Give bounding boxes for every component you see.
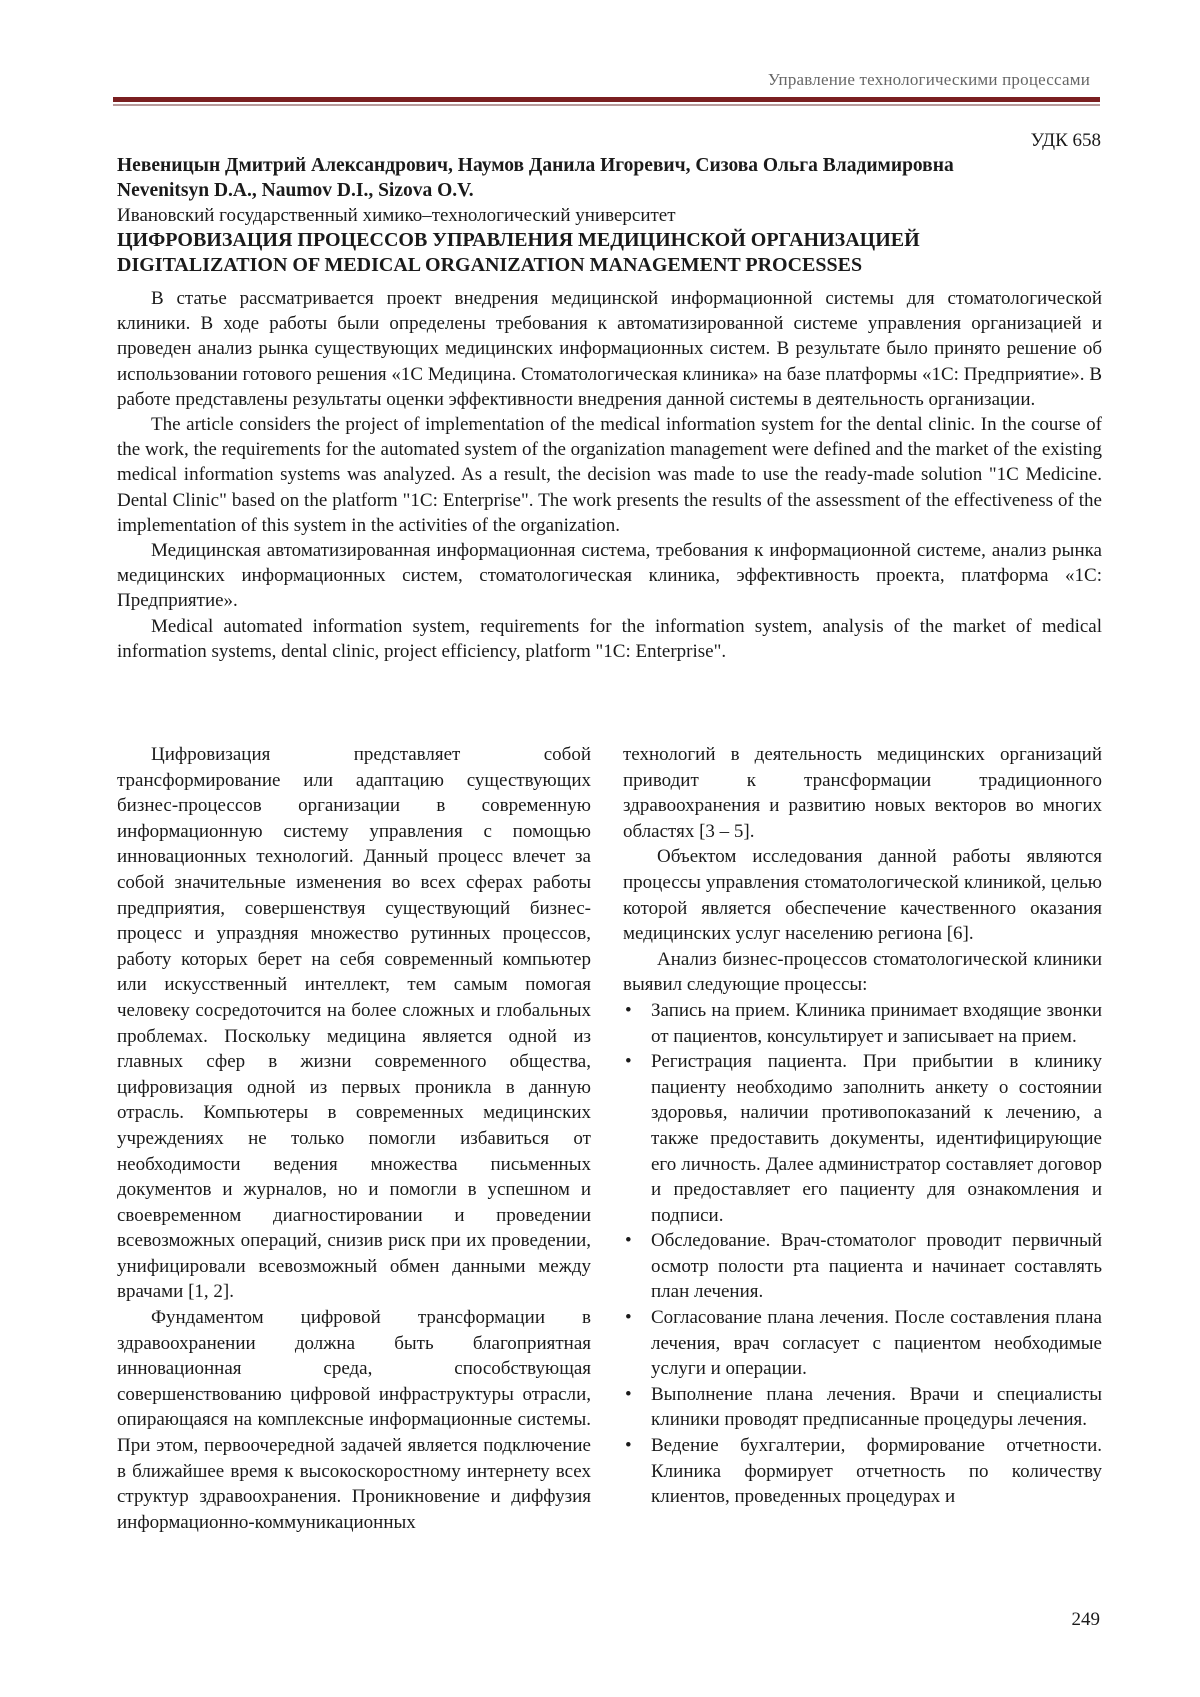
keywords-russian: Медицинская автоматизированная информационная система, требования к информационной системе, анализ рынка медицинских информационных систем, стоматологическая клиника, эффективность проекта, платформа «1С: Предприятие». [117,540,1102,612]
list-item-text: Согласование плана лечения. После составления плана лечения, врач согласует с пациентом необходимые услуги и операции. [651,1307,1102,1380]
list-item [623,1382,1102,1433]
list-item [623,1049,1102,1228]
list-item [623,1228,1102,1305]
udk-code: УДК 658 [1030,130,1101,151]
abstract-russian: В статье рассматривается проект внедрения медицинской информационной системы для стоматологической клиники. В ходе работы были определены требования к автоматизированной системе управления организацией и проведен анализ рынка существующих медицинских информационных систем. В результате было принято решение об использовании готового решения «1С Медицина. Стоматологическая клиника» на базе платформы «1С: Предприятие». В работе представлены результаты оценки эффективности внедрения данной системы в деятельность организации. [117,288,1102,410]
bullet-marker: • [625,999,632,1021]
list-item [623,1305,1102,1382]
body-paragraph: Цифровизация представляет собой трансформирование или адаптацию существующих бизнес-процессов организации в современную информационную систему управления с помощью инновационных технологий. Данный процесс влечет за собой значительные изменения во всех сферах работы предприятия, совершенствуя существующий бизнес-процесс и упраздняя множество рутинных процессов, работу которых берет на себя современный компьютер или искусственный интеллект, тем самым помогая человеку сосредоточится на более сложных и глобальных проблемах. Поскольку медицина является одной из главных сфер в жизни современного общества, цифровизация одной из первых проникла в данную отрасль. Компьютеры в современных медицинских учреждениях не только помогли избавиться от необходимости ведения множества письменных документов и журналов, но и помогли в успешном и своевременном диагностировании и проведении всевозможных операций, снизив риск при их проведении, унифицировали всевозможный обмен данными между врачами [1, 2]. [117,744,591,1303]
body-column-right [623,742,1102,1510]
abstract-english: The article considers the project of implementation of the medical information system for the dental clinic. In the course of the work, the requirements for the automated system of the organization management were defined and the market of the existing medical information systems was analyzed. As a result, the decision was made to use the ready-made solution "1С Medicine. Dental Clinic" based on the platform "1C: Enterprise". The work presents the results of the assessment of the effectiveness of the implementation of this system in the activities of the organization. [117,414,1102,536]
body-paragraph: Объектом исследования данной работы являются процессы управления стоматологической клиникой, целью которой является обеспечение качественного оказания медицинских услуг населению региона [6]. [623,846,1102,945]
body-column-left [117,742,591,1535]
page-number: 249 [1071,1609,1100,1630]
abstract-block [117,286,1102,664]
bullet-marker: • [625,1307,632,1329]
body-paragraph: Фундаментом цифровой трансформации в здравоохранении должна быть благоприятная инновационная среда, способствующая совершенствованию цифровой инфраструктуры отрасли, опирающаяся на комплексные информационные системы. При этом, первоочередной задачей является подключение в ближайшее время к высокоскоростному интернету всех структур здравоохранения. Проникновение и диффузия информационно-коммуникационных [117,1307,591,1533]
list-item-text: Ведение бухгалтерии, формирование отчетности. Клиника формирует отчетность по количеству клиентов, проведенных процедурах и [651,1435,1102,1508]
authors-russian: Невеницын Дмитрий Александрович, Наумов Данила Игоревич, Сизова Ольга Владимировна [117,155,954,176]
list-item [623,1433,1102,1510]
bullet-marker: • [625,1051,632,1073]
list-item-text: Запись на прием. Клиника принимает входящие звонки от пациентов, консультирует и записывает на прием. [651,999,1102,1047]
header-rule-thick [113,97,1100,102]
bullet-marker: • [625,1435,632,1457]
header-rule-thin [113,104,1100,106]
keywords-english: Medical automated information system, requirements for the information system, analysis of the market of medical information systems, dental clinic, project efficiency, platform "1C: Enterprise". [117,615,1102,662]
list-item [623,998,1102,1049]
article-header [117,153,1102,278]
affiliation: Ивановский государственный химико–технологический университет [117,205,676,226]
list-item-text: Выполнение плана лечения. Врачи и специалисты клиники проводят предписанные процедуры лечения. [651,1383,1102,1431]
running-head: Управление технологическими процессами [767,70,1090,89]
title-english: DIGITALIZATION OF MEDICAL ORGANIZATION MANAGEMENT PROCESSES [117,254,863,276]
bullet-marker: • [625,1230,632,1252]
bullet-marker: • [625,1383,632,1405]
list-item-text: Регистрация пациента. При прибытии в клинику пациенту необходимо заполнить анкету о состоянии здоровья, наличии противопоказаний к лечению, а также предоставить документы, идентифицирующие его личность. Далее администратор составляет договор и предоставляет его пациенту для ознакомления и подписи. [651,1051,1102,1226]
body-paragraph: Анализ бизнес-процессов стоматологической клиники выявил следующие процессы: [623,948,1102,996]
title-russian: ЦИФРОВИЗАЦИЯ ПРОЦЕССОВ УПРАВЛЕНИЯ МЕДИЦИНСКОЙ ОРГАНИЗАЦИЕЙ [117,229,920,251]
list-item-text: Обследование. Врач-стоматолог проводит первичный осмотр полости рта пациента и начинает составлять план лечения. [651,1230,1102,1303]
body-paragraph: технологий в деятельность медицинских организаций приводит к трансформации традиционного здравоохранения и развитию новых векторов во многих областях [3 – 5]. [623,744,1102,842]
authors-english: Nevenitsyn D.A., Naumov D.I., Sizova O.V. [117,180,474,201]
process-list [623,998,1102,1510]
